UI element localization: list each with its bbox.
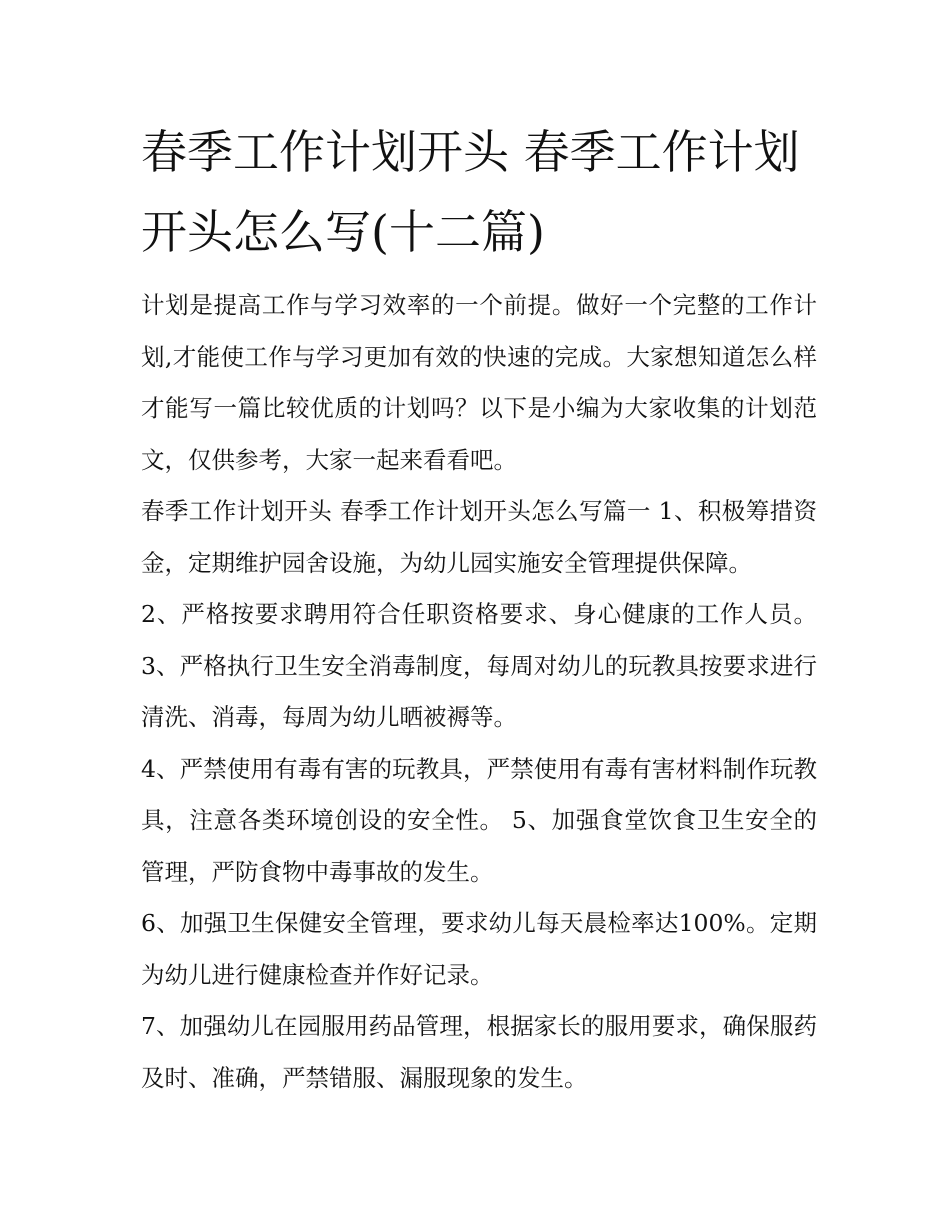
body-paragraph-2: 2、严格按要求聘用符合任职资格要求、身心健康的工作人员。 3、严格执行卫生安全消毒制度，每周对幼儿的玩教具按要求进行清洗、消毒，每周为幼儿晒被褥等。	[141, 600, 817, 731]
intro-paragraph: 计划是提高工作与学习效率的一个前提。做好一个完整的工作计划,才能使工作与学习更加有效的快速的完成。大家想知道怎么样才能写一篇比较优质的计划吗？以下是小编为大家收集的计划范文，仅供参考，大家一起来看看吧。	[141, 291, 817, 474]
document-title: 春季工作计划开头 春季工作计划开头怎么写(十二篇)	[141, 125, 800, 259]
body-paragraph-4: 6、加强卫生保健安全管理，要求幼儿每天晨检率达100%。定期为幼儿进行健康检查并作好记录。	[141, 909, 817, 989]
body-paragraph-3: 4、严禁使用有毒有害的玩教具，严禁使用有毒有害材料制作玩教具，注意各类环境创设的安全性。 5、加强食堂饮食卫生安全的管理，严防食物中毒事故的发生。	[141, 754, 817, 886]
document-page	[141, 112, 817, 1104]
body-paragraph-5: 7、加强幼儿在园服用药品管理，根据家长的服用要求，确保服药及时、准确，严禁错服、漏服现象的发生。	[141, 1012, 817, 1092]
body-paragraph-1: 春季工作计划开头 春季工作计划开头怎么写篇一 1、积极筹措资金，定期维护园舍设施，为幼儿园实施安全管理提供保障。	[141, 497, 817, 577]
